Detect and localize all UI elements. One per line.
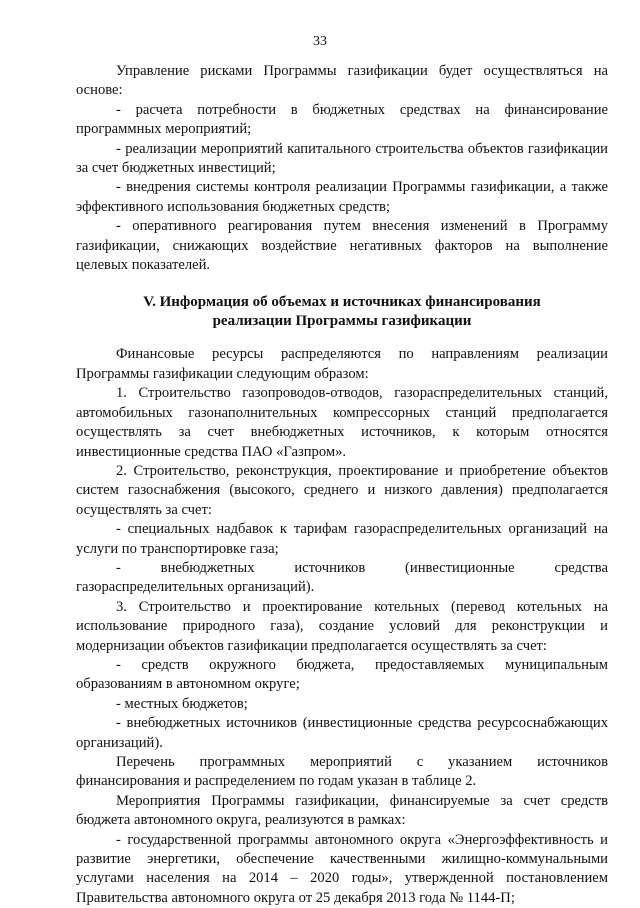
paragraph: Мероприятия Программы газификации, финансируемые за счет средств бюджета автономного округа, реализуются в рамках:: [76, 792, 608, 829]
paragraph: 2. Строительство, реконструкция, проектирование и приобретение объектов систем газоснабжения (высокого, среднего и низкого давления) предполагается осуществлять за счет:: [76, 462, 608, 518]
paragraph: Перечень программных мероприятий с указанием источников финансирования и распределением по годам указан в таблице 2.: [76, 754, 608, 790]
section-heading-line: реализации Программы газификации: [212, 313, 472, 330]
intro-item: - реализации мероприятий капитального строительства объектов газификации за счет бюджетных инвестиций;: [76, 140, 608, 177]
document-body: [76, 62, 608, 908]
section-heading-line: V. Информация об объемах и источниках финансирования: [143, 294, 541, 311]
list-item: - средств окружного бюджета, предоставляемых муниципальным образованиям в автономном округе;: [76, 656, 608, 693]
intro-item: - оперативного реагирования путем внесения изменений в Программу газификации, снижающих воздействие негативных факторов на выполнение целевых показателей.: [76, 218, 608, 274]
paragraph: 3. Строительство и проектирование котельных (перевод котельных на использование природного газа), создание условий для реконструкции и модернизации объектов газификации предполагается осуществлять за счет:: [76, 598, 608, 654]
intro-item: - внедрения системы контроля реализации Программы газификации, а также эффективного использования бюджетных средств;: [76, 179, 608, 215]
list-item: - внебюджетных источников (инвестиционные средства ресурсоснабжающих организаций).: [76, 715, 608, 751]
intro-item: - расчета потребности в бюджетных средствах на финансирование программных мероприятий;: [76, 101, 608, 138]
paragraph: 1. Строительство газопроводов-отводов, газораспределительных станций, автомобильных газонаполнительных компрессорных станций предполагается осуществлять за счет внебюджетных источников, к которым относятся инвестиционные средства ПАО «Газпром».: [76, 385, 608, 460]
list-item: - государственной программы автономного округа «Энергоэффективность и развитие энергетики, обеспечение качественными жилищно-коммунальными услугами населения на 2014 – 2020 годы», утвержденной постановлением Правительства автономного округа от 25 декабря 2013 года № 1144-П;: [76, 831, 608, 906]
list-item: - специальных надбавок к тарифам газораспределительных организаций на услуги по транспортировке газа;: [76, 521, 608, 557]
list-item: - внебюджетных источников (инвестиционные средства газораспределительных организаций).: [76, 559, 608, 596]
intro-lead: Управление рисками Программы газификации будет осуществляться на основе:: [76, 63, 608, 99]
section-heading: [76, 293, 608, 331]
paragraph: Финансовые ресурсы распределяются по направлениям реализации Программы газификации следующим образом:: [76, 346, 608, 382]
list-item: - местных бюджетов;: [116, 695, 248, 712]
page-number: 33: [313, 34, 327, 49]
